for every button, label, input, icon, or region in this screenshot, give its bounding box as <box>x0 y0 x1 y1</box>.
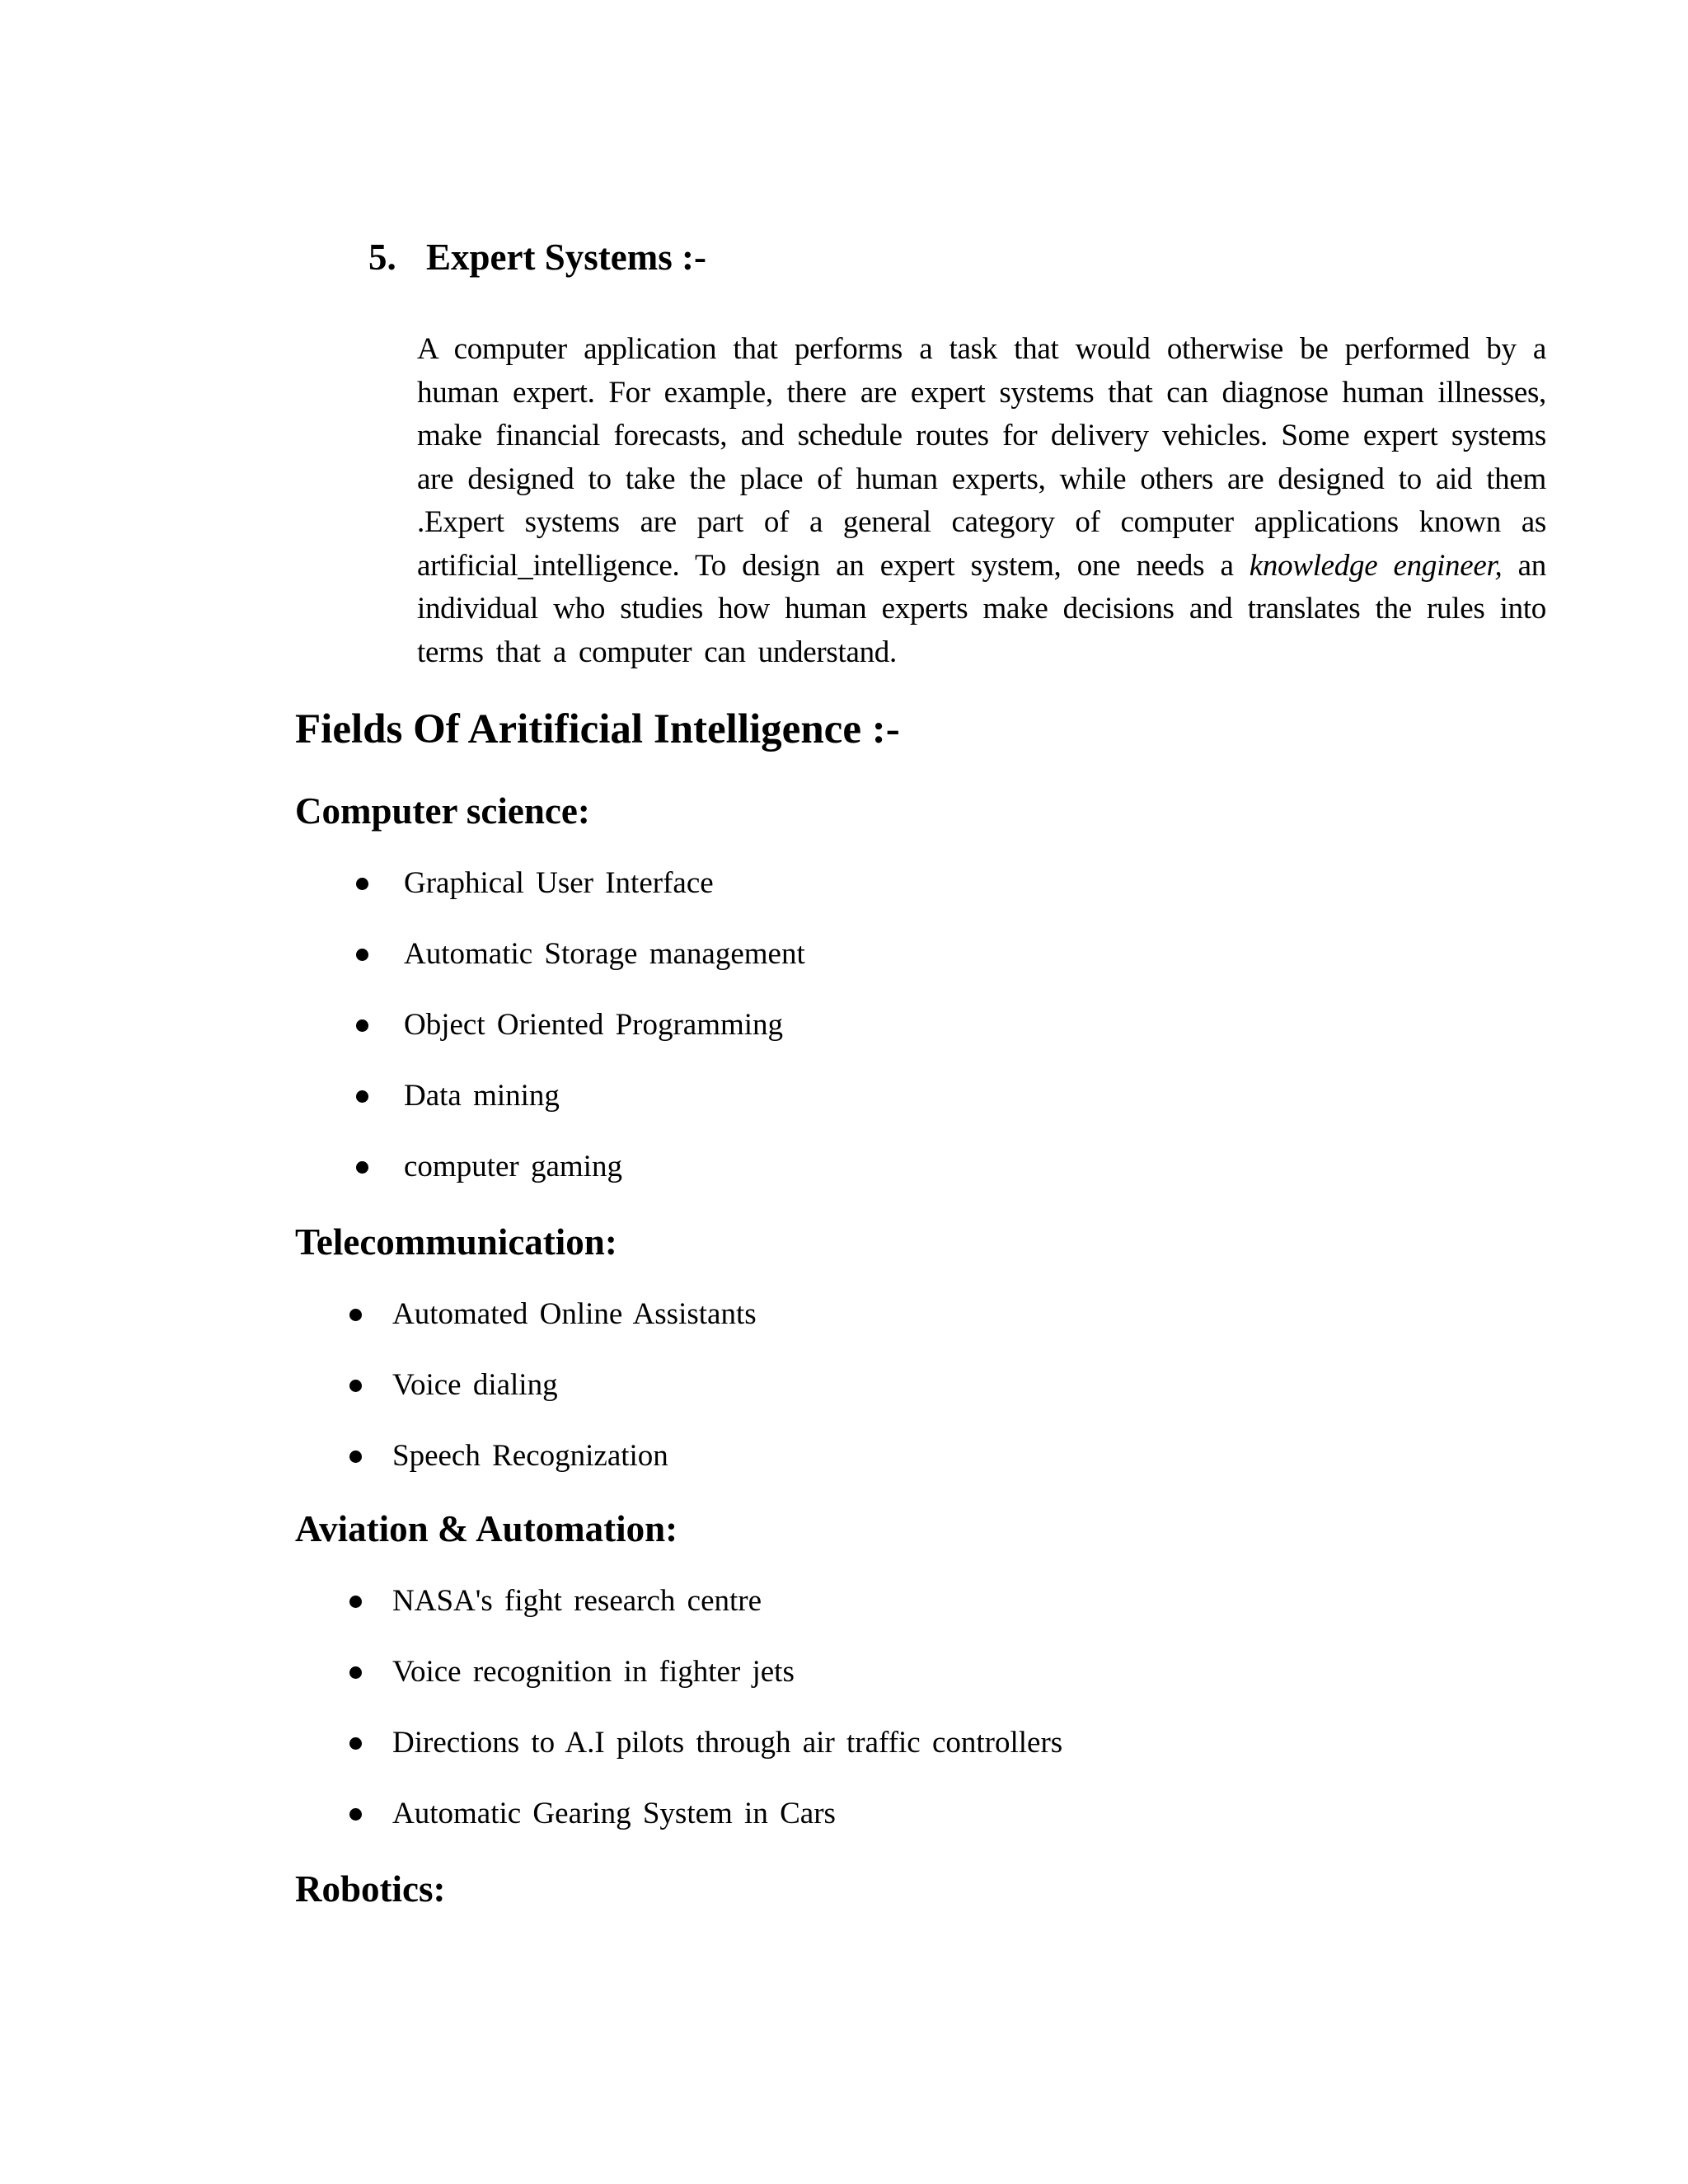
list-item: Graphical User Interface <box>404 863 805 934</box>
list-item: Speech Recognization <box>392 1436 757 1507</box>
list-computer-science <box>404 863 805 1217</box>
bullet-icon <box>349 1737 362 1750</box>
list-item: Automatic Storage management <box>404 934 805 1005</box>
list-item: Data mining <box>404 1076 805 1146</box>
bullet-icon <box>356 1019 368 1032</box>
bullet-icon <box>356 1161 368 1174</box>
list-item: Directions to A.I pilots through air traffic controllers <box>392 1722 1062 1793</box>
paragraph-italic-term: knowledge engineer, <box>1249 548 1503 583</box>
fields-title: Fields Of Aritificial Intelligence :- <box>295 706 900 752</box>
heading-aviation-automation: Aviation & Automation: <box>295 1508 678 1549</box>
bullet-icon <box>356 949 368 961</box>
paragraph-text-part2: an individual who studies how human experts make decisions and translates the rules into terms that a computer can understand. <box>417 548 1546 669</box>
bullet-icon <box>349 1808 362 1821</box>
heading-computer-science: Computer science: <box>295 790 590 832</box>
bullet-icon <box>349 1309 362 1321</box>
heading-robotics: Robotics: <box>295 1868 446 1910</box>
bullet-icon <box>349 1596 362 1608</box>
heading-telecommunication: Telecommunication: <box>295 1221 617 1263</box>
list-item: Voice dialing <box>392 1365 757 1436</box>
list-item: NASA's fight research centre <box>392 1581 1062 1652</box>
list-item: computer gaming <box>404 1146 805 1217</box>
bullet-icon <box>349 1666 362 1679</box>
list-item: Automatic Gearing System in Cars <box>392 1793 1062 1864</box>
list-item: Voice recognition in fighter jets <box>392 1652 1062 1722</box>
list-aviation-automation <box>392 1581 1062 1864</box>
list-item: Automated Online Assistants <box>392 1294 757 1365</box>
bullet-icon <box>356 1090 368 1103</box>
list-item: Object Oriented Programming <box>404 1005 805 1076</box>
list-telecommunication <box>392 1294 757 1507</box>
bullet-icon <box>349 1380 362 1392</box>
bullet-icon <box>349 1451 362 1463</box>
expert-systems-paragraph <box>417 328 1546 674</box>
bullet-icon <box>356 878 368 890</box>
paragraph-text-part1: A computer application that performs a task that would otherwise be performed by a human expert. For example, there are expert systems that can diagnose human illnesses, make financial forecasts, and schedule routes for delivery vehicles. Some expert systems are designed to take the place of human experts, while others are designed to aid them .Expert systems are part of a general category of computer applications known as artificial_intelligence. To design an expert system, one needs a <box>417 332 1546 583</box>
section-number: 5. <box>368 237 396 278</box>
section-heading-expert-systems <box>368 232 706 282</box>
section-title: Expert Systems :- <box>426 237 706 278</box>
